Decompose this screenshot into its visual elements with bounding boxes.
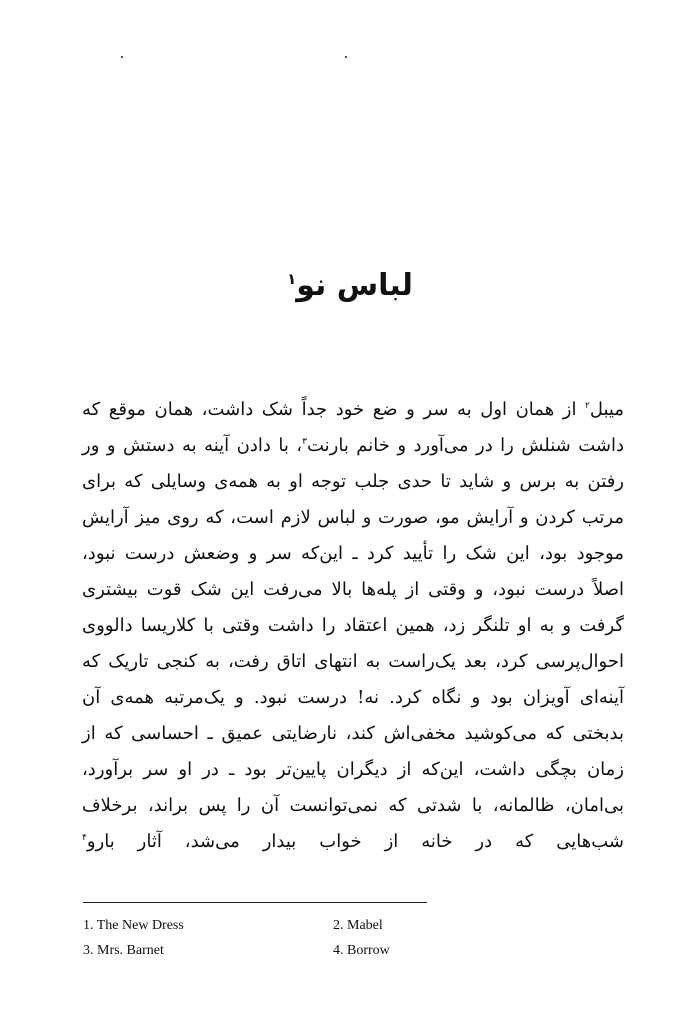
footnote-marker: ۲ [585,401,590,411]
body-line [82,500,624,536]
footnote-marker: ۴ [82,833,87,843]
line-text: ، با دادن آینه به دستش و ور [82,435,303,456]
line-text: رفتن به برس و شاید تا حدی جلب توجه او به همه‌ی وسایلی که برای [82,471,624,492]
line-text: آینه‌ای آویزان بود و نگاه کرد. نه! درست نبود. و یک‌مرتبه همه‌ی آن [82,687,624,708]
body-line [82,464,624,500]
line-text: بی‌امان، ظالمانه، با شدتی که نمی‌توانست آن را پس براند، برخلاف [82,795,624,816]
body-line [82,572,624,608]
line-text: احوال‌پرسی کرد، بعد یک‌راست به انتهای اتاق رفت، به کنجی تاریک که [82,651,624,672]
scan-speck [345,56,347,58]
scan-speck [121,56,123,58]
line-text: از همان اول به سر و ضع خود جداً شک داشت، همان موقع که [82,399,586,420]
chapter-title-text: لباس نو [296,268,413,304]
line-text: بدبختی که می‌کوشید مخفی‌اش کند، نارضایتی عمیق ـ احساسی که از [82,723,624,744]
body-line [82,608,624,644]
body-line [82,392,624,428]
line-text: موجود بود، این شک را تأیید کرد ـ این‌که سر و وضعش درست نبود، [82,543,624,564]
footnote-item: 3. Mrs. Barnet [83,943,164,958]
footnote-row [83,938,583,963]
footnote-marker: ۱ [287,270,297,289]
body-line [82,716,624,752]
body-line [82,428,624,464]
line-text: گرفت و به او تلنگر زد، همین اعتقاد را داشت وقتی با کلاریسا دالووی [82,615,624,636]
body-line [82,788,624,824]
chapter-title [0,266,700,306]
body-line [82,680,624,716]
line-text: میبل [589,399,624,420]
body-line [82,644,624,680]
body-line [82,752,624,788]
line-text: مرتب کردن و آرایش مو، صورت و لباس لازم است، که روی میز آرایش [82,507,624,528]
line-text: شب‌هایی که در خانه از خواب بیدار می‌شد، آثار بارو [86,831,624,852]
line-text: داشت شنلش را در می‌آورد و خانم بارنت [306,435,624,456]
footnotes [83,913,583,963]
line-text: اصلاً درست نبود، و وقتی از پله‌ها بالا می‌رفت این شک قوت بیشتری [82,579,624,600]
footnote-item: 1. The New Dress [83,918,184,933]
line-text: زمان بچگی داشت، این‌که از دیگران پایین‌تر بود ـ در او سر برآورد، [82,759,624,780]
footnote-marker: ۳ [302,437,307,447]
footnote-item: 2. Mabel [333,918,383,933]
footnote-divider [83,902,427,903]
footnote-item: 4. Borrow [333,943,390,958]
footnote-row [83,913,583,938]
body-line [82,824,624,860]
body-line [82,536,624,572]
body-text [82,392,624,860]
